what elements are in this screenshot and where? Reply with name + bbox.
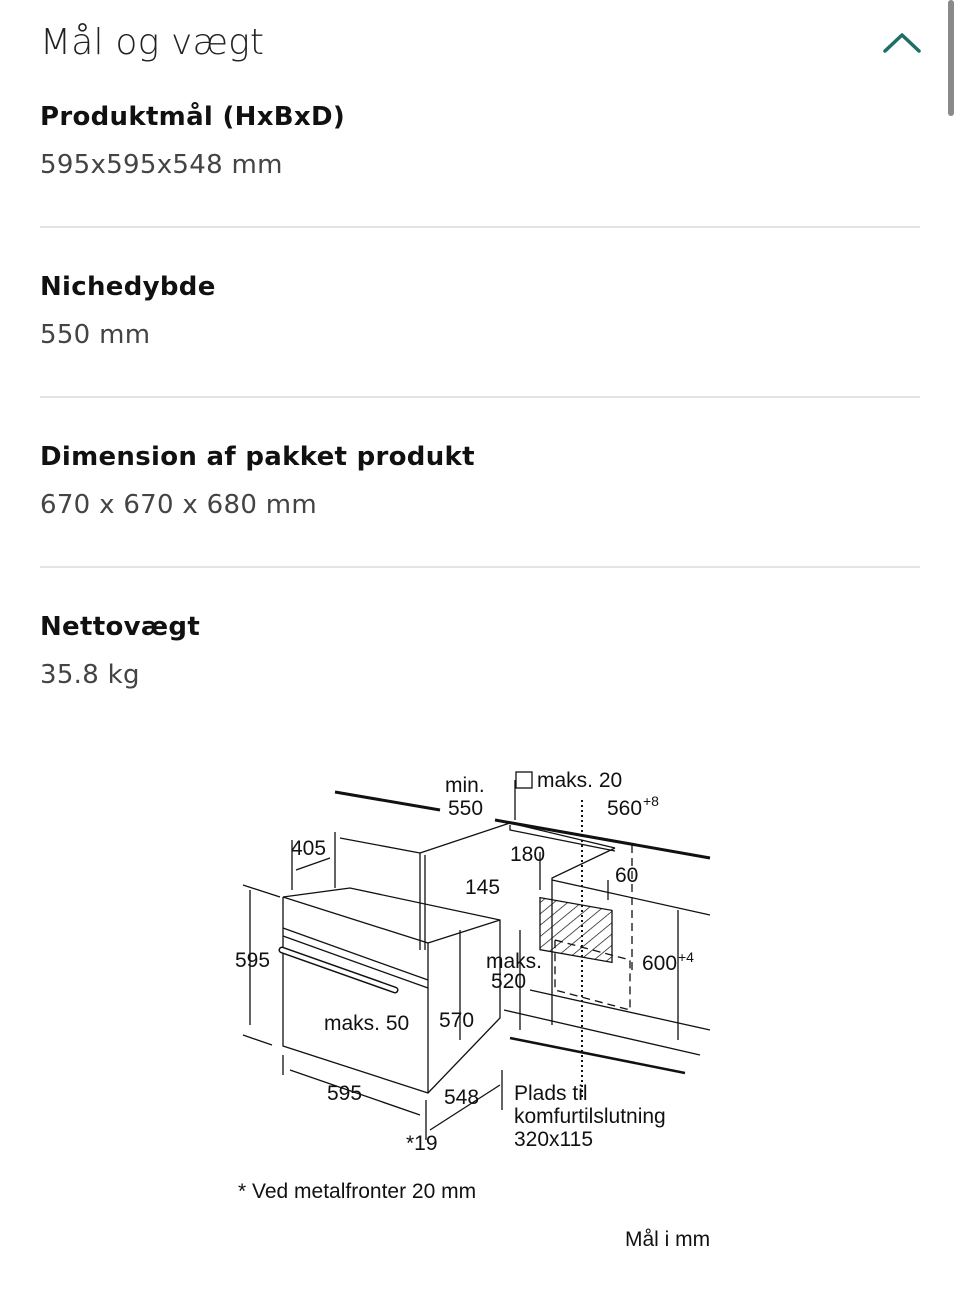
divider <box>40 396 920 398</box>
label-min: min. <box>445 774 485 797</box>
label-560: 560 <box>607 797 643 820</box>
spec-value: 550 mm <box>40 320 151 350</box>
section-header[interactable] <box>40 14 920 70</box>
label-548: 548 <box>444 1086 480 1109</box>
label-60: 60 <box>615 864 639 887</box>
label-600: 600 <box>642 952 678 975</box>
label-595-width: 595 <box>327 1082 363 1105</box>
divider <box>40 566 920 568</box>
footnote: * Ved metalfronter 20 mm <box>238 1180 477 1203</box>
units-label: Mål i mm <box>625 1228 711 1251</box>
spec-product-dimensions <box>40 102 920 180</box>
spec-label: Nettovægt <box>40 612 201 642</box>
scrollbar[interactable] <box>948 0 954 116</box>
spec-packed-dimensions <box>40 442 920 520</box>
divider <box>40 226 920 228</box>
label-145: 145 <box>465 876 501 899</box>
spec-net-weight <box>40 612 920 690</box>
spec-value: 670 x 670 x 680 mm <box>40 490 318 520</box>
label-maks: maks. <box>486 950 543 973</box>
chevron-up-icon <box>882 22 922 62</box>
label-560-sup: +8 <box>643 793 659 809</box>
label-maks-20: maks. 20 <box>537 769 623 792</box>
spec-value: 35.8 kg <box>40 660 140 690</box>
label-570: 570 <box>439 1009 475 1032</box>
spec-label: Dimension af pakket produkt <box>40 442 475 472</box>
installation-diagram <box>230 760 730 1260</box>
spec-value: 595x595x548 mm <box>40 150 283 180</box>
label-min-550: 550 <box>448 797 484 820</box>
label-maks-520: 520 <box>491 970 527 993</box>
label-19: *19 <box>406 1132 438 1155</box>
label-plads-1: Plads til <box>514 1082 588 1105</box>
spec-niche-depth <box>40 272 920 350</box>
label-600-sup: +4 <box>678 949 694 965</box>
spec-label: Produktmål (HxBxD) <box>40 102 346 132</box>
label-405: 405 <box>291 837 327 860</box>
label-plads-3: 320x115 <box>514 1128 594 1151</box>
label-plads-2: komfurtilslutning <box>514 1105 666 1128</box>
label-180: 180 <box>510 843 546 866</box>
collapse-button[interactable] <box>882 22 922 62</box>
spec-label: Nichedybde <box>40 272 216 302</box>
section-title: Mål og vægt <box>40 21 265 63</box>
label-595-height: 595 <box>235 949 271 972</box>
label-maks-50: maks. 50 <box>324 1012 410 1035</box>
